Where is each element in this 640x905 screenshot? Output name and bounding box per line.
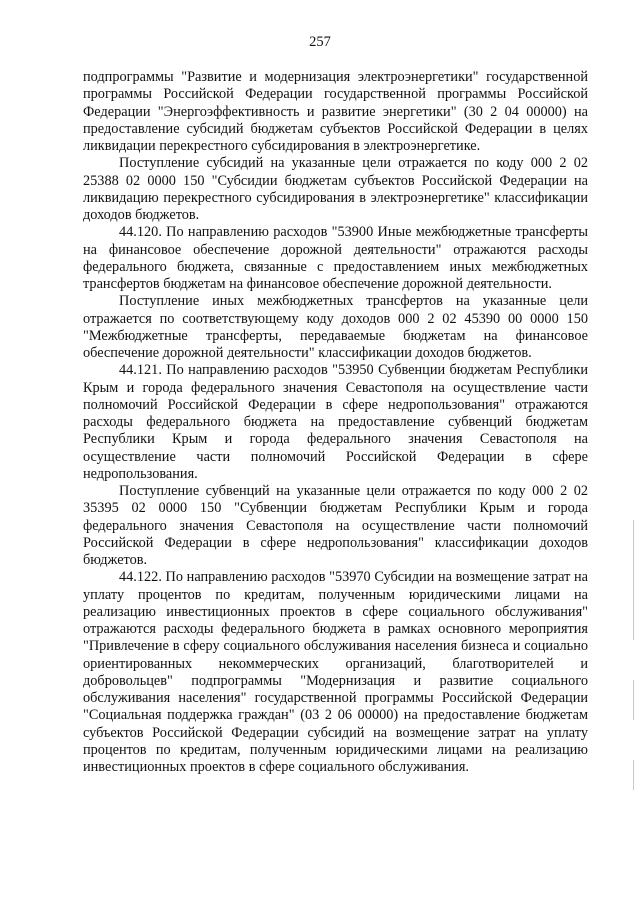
paragraph-44-121: 44.121. По направлению расходов "53950 Субвенции бюджетам Республики Крым и города федерального значения Севастополя на осуществление части полномочий Российской Федерации в сфере недропользования" отражаются расходы федерального бюджета на предоставление субвенций бюджетам Республики Крым и города федерального значения Севастополя на осуществление части полномочий Российской Федерации в сфере недропользования.: [83, 362, 588, 482]
paragraph-continuation: подпрограммы "Развитие и модернизация электроэнергетики" государственной программы Российской Федерации государственной программы Российской Федерации "Энергоэффективность и развитие энергетики" (30 2 04 00000) на предоставление субсидий бюджетам субъектов Российской Федерации в целях ликвидации перекрестного субсидирования в электроэнергетике.: [83, 69, 588, 154]
scan-edge-line: [633, 680, 634, 720]
paragraph-44-120: 44.120. По направлению расходов "53900 Иные межбюджетные трансферты на финансовое обеспечение дорожной деятельности" отражаются расходы федерального бюджета, связанные с предоставлением иных межбюджетных трансфертов бюджетам на финансовое обеспечение дорожной деятельности.: [83, 224, 588, 292]
page-number: 257: [309, 34, 331, 50]
paragraph-44-122: 44.122. По направлению расходов "53970 Субсидии на возмещение затрат на уплату процентов по кредитам, полученным юридическими лицами на реализацию инвестиционных проектов в сфере социального обслуживания" отражаются расходы федерального бюджета в рамках основного мероприятия "Привлечение в сферу социального обслуживания населения бизнеса и социально ориентированных некоммерческих организаций, благотворителей и добровольцев" подпрограммы "Модернизация и развитие социального обслуживания населения" государственной программы Российской Федерации "Социальная поддержка граждан" (03 2 06 00000) на предоставление бюджетам субъектов Российской Федерации субсидий на возмещение затрат на уплату процентов по кредитам, полученным юридическими лицами на реализацию инвестиционных проектов в сфере социального обслуживания.: [83, 569, 588, 775]
paragraph-income-electro: Поступление субсидий на указанные цели отражается по коду 000 2 02 25388 02 0000 150 "Субсидии бюджетам субъектов Российской Федерации на ликвидацию перекрестного субсидирования в электроэнергетике" классификации доходов бюджетов.: [83, 155, 588, 223]
document-body: [83, 69, 588, 776]
scan-edge-line: [633, 520, 634, 640]
paragraph-income-road: Поступление иных межбюджетных трансфертов на указанные цели отражается по соответствующему коду доходов 000 2 02 45390 00 0000 150 "Межбюджетные трансферты, передаваемые бюджетам на финансовое обеспечение дорожной деятельности" классификации доходов бюджетов.: [83, 293, 588, 361]
paragraph-income-crimea: Поступление субвенций на указанные цели отражается по коду 000 2 02 35395 02 0000 150 "Субвенции бюджетам Республики Крым и города федерального значения Севастополя на осуществление части полномочий Российской Федерации в сфере недропользования" классификации доходов бюджетов.: [83, 483, 588, 568]
scan-edge-line: [633, 760, 634, 790]
